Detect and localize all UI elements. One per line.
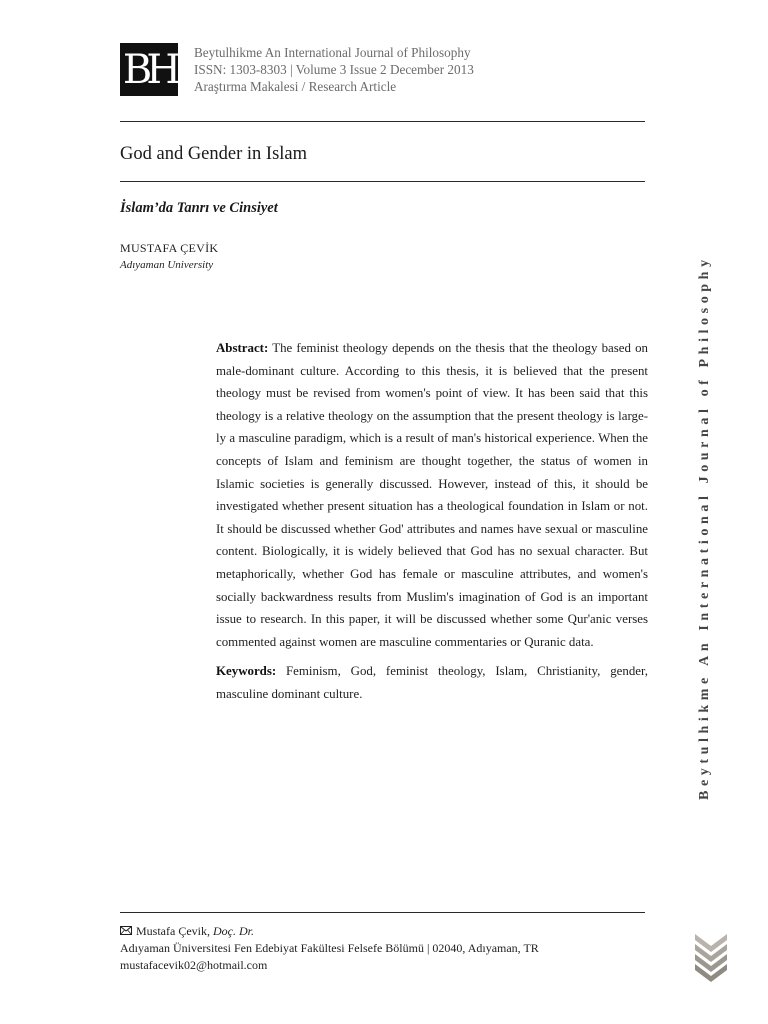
divider-top xyxy=(120,121,645,122)
keywords-label: Keywords: xyxy=(216,664,277,679)
keywords-paragraph xyxy=(216,660,648,705)
author-affiliation: Adıyaman University xyxy=(120,259,214,271)
vertical-journal-title: Beytulhikme An International Journal of Philosophy xyxy=(697,255,712,800)
envelope-icon xyxy=(120,926,132,935)
journal-info xyxy=(194,44,474,95)
abstract-block xyxy=(216,337,648,706)
divider-footnote xyxy=(120,912,645,913)
article-title: God and Gender in Islam xyxy=(120,144,308,164)
issn-line: ISSN: 1303-8303 | Volume 3 Issue 2 December 2013 xyxy=(194,62,474,77)
author-name: MUSTAFA ÇEVİK xyxy=(120,241,219,255)
article-title-turkish: İslam’da Tanrı ve Cinsiyet xyxy=(120,200,278,216)
footnote-address: Adıyaman Üniversitesi Fen Edebiyat Fakültesi Felsefe Bölümü | 02040, Adıyaman, TR xyxy=(120,941,539,955)
author-footnote xyxy=(120,923,539,974)
journal-name: Beytulhikme An International Journal of Philosophy xyxy=(194,45,471,60)
keywords-text: Feminism, God, feminist theology, Islam, Christianity, gender, masculine dominant culture. xyxy=(216,664,648,701)
chevron-down-icon xyxy=(693,932,729,984)
footnote-email[interactable]: mustafacevik02@hotmail.com xyxy=(120,958,268,972)
journal-logo xyxy=(120,43,178,96)
footnote-academic-title: Doç. Dr. xyxy=(213,924,254,938)
footnote-author: Mustafa Çevik, xyxy=(136,924,210,938)
abstract-text: The feminist theology depends on the thesis that the theology based on male-dominant culture. According to this thesis, it is believed that the present theology must be revised from women's point of view. It has been said that this theology is a relative theology on the assumption that the present theology is largely a masculine paradigm, which is a result of man's historical experience. When the concepts of Islam and feminism are thought together, the status of women in Islamic societies is generally discussed. However, instead of this, it should be investigated whether present situation has a theological foundation in Islam or not. It should be discussed whether God' attributes and names have sexual or masculine content. Biologically, it is widely believed that God has no sexual character. But metaphorically, whether God has female or masculine attributes, and women's socially backwardness results from Muslim's imagination of God is an important issue to research. In this paper, it will be discussed whether some Qur'anic verses commented against women are masculine commentaries or Quranic data. xyxy=(216,341,648,649)
footnote-name-line xyxy=(120,923,539,940)
divider-title xyxy=(120,181,645,182)
abstract-label: Abstract: xyxy=(216,341,269,355)
abstract-paragraph xyxy=(216,337,648,653)
article-type: Araştırma Makalesi / Research Article xyxy=(194,79,397,94)
logo-text: BH xyxy=(122,46,176,93)
